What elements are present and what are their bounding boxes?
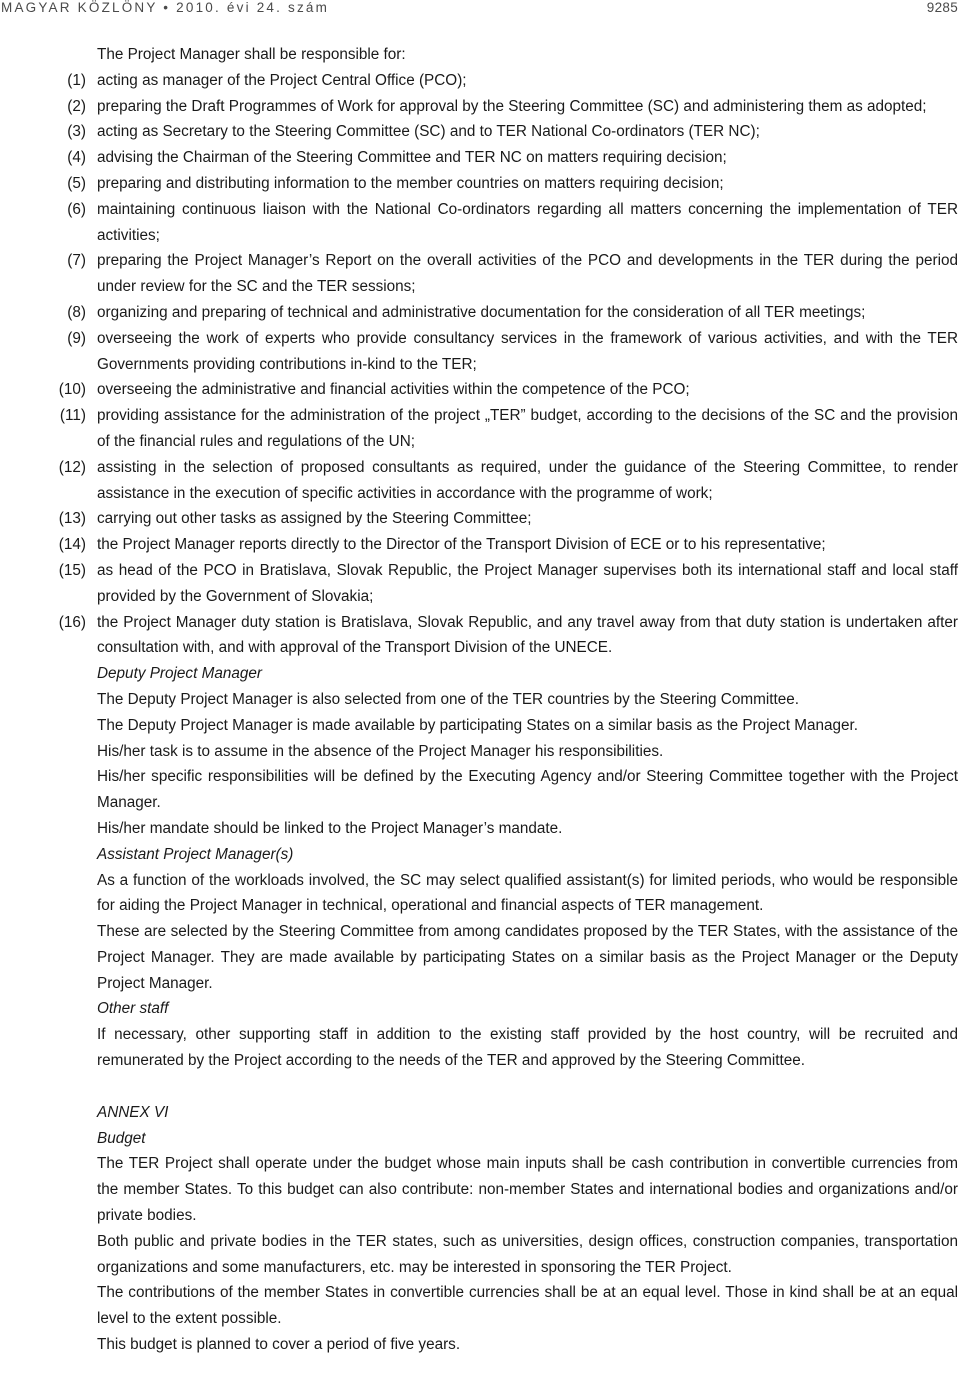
issue-label: 2010. évi 24. szám: [176, 0, 330, 15]
item-text: advising the Chairman of the Steering Committee and TER NC on matters requiring decision;: [97, 149, 727, 167]
section-gap: [0, 1074, 960, 1100]
item-text: overseeing the work of experts who provide consultancy services in the framework of various activities, and with the TER Governments providing contributions in-kind to the TER;: [97, 329, 958, 373]
item-text: preparing the Project Manager’s Report on the overall activities of the PCO and developments in the TER during the period under review for the SC and the TER sessions;: [97, 252, 958, 296]
item-text: preparing and distributing information to the member countries on matters requiring decision;: [97, 174, 724, 192]
paragraph: Both public and private bodies in the TER states, such as universities, design offices, construction companies, transportation organizations and some manufacturers, etc. may be interested in sponsoring the TER Project.: [97, 1232, 958, 1276]
list-item: [0, 94, 960, 120]
item-number: (13): [58, 510, 86, 528]
paragraph: His/her specific responsibilities will be defined by the Executing Agency and/or Steering Committee together with the Project Manager.: [97, 768, 958, 812]
assistant-section: [0, 868, 960, 997]
item-number: (4): [67, 149, 86, 167]
item-text: acting as Secretary to the Steering Committee (SC) and to TER National Co-ordinators (TER NC);: [97, 123, 760, 141]
document-body: [0, 42, 960, 1358]
journal-title: MAGYAR KÖZLÖNY: [1, 0, 158, 15]
page-header: [0, 0, 960, 20]
paragraph: The contributions of the member States in convertible currencies shall be at an equal level. Those in kind shall be at an equal level to the extent possible.: [97, 1284, 958, 1328]
paragraph: The Deputy Project Manager is made available by participating States on a similar basis as the Project Manager.: [97, 716, 858, 734]
annex-section: [0, 1151, 960, 1357]
item-number: (5): [67, 174, 86, 192]
list-item: [0, 119, 960, 145]
item-text: preparing the Draft Programmes of Work for approval by the Steering Committee (SC) and administering them as adopted;: [97, 97, 927, 115]
list-item: [0, 171, 960, 197]
other-staff-section: [0, 1022, 960, 1074]
list-item: [0, 68, 960, 94]
other-staff-heading: Other staff: [97, 1000, 169, 1018]
item-number: (12): [58, 458, 86, 476]
item-text: maintaining continuous liaison with the National Co-ordinators regarding all matters concerning the implementation of TER activities;: [97, 200, 958, 244]
deputy-section: [0, 687, 960, 842]
deputy-heading: Deputy Project Manager: [97, 665, 262, 683]
assistant-heading: Assistant Project Manager(s): [97, 845, 294, 863]
item-number: (9): [67, 329, 86, 347]
header-journal-issue: [1, 0, 329, 15]
responsibility-list: [0, 68, 960, 661]
list-item: [0, 610, 960, 662]
list-item: [0, 532, 960, 558]
item-number: (2): [67, 97, 86, 115]
item-text: assisting in the selection of proposed consultants as required, under the guidance of the Steering Committee, to render assistance in the execution of specific activities in accordance with the programme of work;: [97, 458, 958, 502]
item-text: the Project Manager reports directly to the Director of the Transport Division of ECE or to his representative;: [97, 536, 826, 554]
item-number: (16): [58, 613, 86, 631]
list-item: [0, 300, 960, 326]
list-item: [0, 506, 960, 532]
list-item: [0, 145, 960, 171]
item-text: organizing and preparing of technical and administrative documentation for the consideration of all TER meetings;: [97, 303, 866, 321]
list-item: [0, 377, 960, 403]
header-bullet: •: [163, 0, 171, 15]
list-item: [0, 197, 960, 249]
paragraph: These are selected by the Steering Committee from among candidates proposed by the TER States, with the assistance of the Project Manager. They are made available by participating States on a similar basis as the Project Manager or the Deputy Project Manager.: [97, 923, 958, 992]
item-number: (3): [67, 123, 86, 141]
list-item: [0, 455, 960, 507]
item-text: acting as manager of the Project Central Office (PCO);: [97, 71, 467, 89]
item-text: as head of the PCO in Bratislava, Slovak Republic, the Project Manager supervises both its international staff and local staff provided by the Government of Slovakia;: [97, 561, 958, 605]
item-number: (1): [67, 71, 86, 89]
item-number: (15): [58, 561, 86, 579]
list-item: [0, 558, 960, 610]
item-text: providing assistance for the administration of the project „TER” budget, according to the decisions of the SC and the provision of the financial rules and regulations of the UN;: [97, 407, 958, 450]
item-number: (7): [67, 252, 86, 270]
annex-heading: ANNEX VI: [97, 1103, 169, 1121]
intro-paragraph: The Project Manager shall be responsible for:: [97, 46, 406, 63]
paragraph: If necessary, other supporting staff in addition to the existing staff provided by the host country, will be recruited and remunerated by the Project according to the needs of the TER and approved by the Steering Committee.: [97, 1026, 958, 1070]
paragraph: The Deputy Project Manager is also selected from one of the TER countries by the Steering Committee.: [97, 690, 800, 708]
paragraph: His/her mandate should be linked to the Project Manager’s mandate.: [97, 819, 563, 837]
item-number: (6): [67, 200, 86, 218]
item-number: (14): [58, 536, 86, 554]
list-item: [0, 403, 960, 455]
item-text: the Project Manager duty station is Bratislava, Slovak Republic, and any travel away from that duty station is undertaken after consultation with, and with approval of the Transport Division of the UNECE.: [97, 613, 958, 657]
paragraph: This budget is planned to cover a period of five years.: [97, 1336, 461, 1354]
item-text: carrying out other tasks as assigned by the Steering Committee;: [97, 510, 532, 528]
paragraph: The TER Project shall operate under the budget whose main inputs shall be cash contribution in convertible currencies from the member States. To this budget can also contribute: non-member States and international bodies and organizations and/or private bodies.: [97, 1155, 958, 1225]
paragraph: His/her task is to assume in the absence of the Project Manager his responsibilities.: [97, 742, 664, 760]
list-item: [0, 326, 960, 378]
annex-subheading: Budget: [97, 1129, 146, 1147]
page-number: 9285: [926, 0, 958, 15]
item-number: (8): [67, 303, 86, 321]
item-number: (11): [59, 407, 86, 425]
paragraph: As a function of the workloads involved, the SC may select qualified assistant(s) for limited periods, who would be responsible for aiding the Project Manager in technical, operational and financial aspects of TER management.: [97, 871, 958, 915]
list-item: [0, 248, 960, 300]
item-number: (10): [58, 381, 86, 399]
item-text: overseeing the administrative and financial activities within the competence of the PCO;: [97, 381, 690, 399]
